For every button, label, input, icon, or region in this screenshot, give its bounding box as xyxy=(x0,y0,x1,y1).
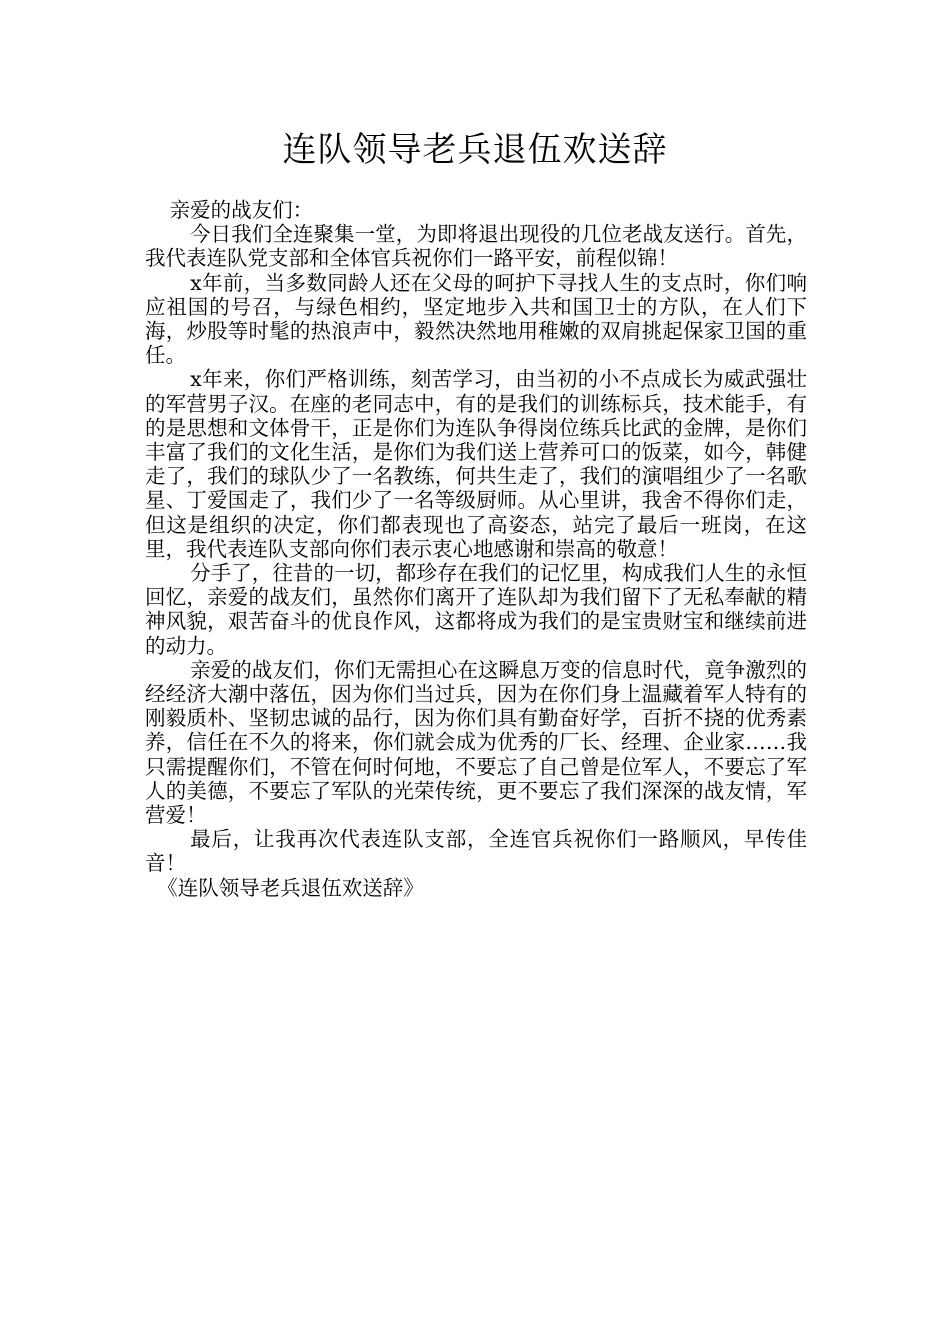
paragraph-memories: 分手了，往昔的一切，都珍存在我们的记忆里，构成我们人生的永恒回忆，亲爱的战友们，虽然你们离开了连队却为我们留下了无私奉献的精神风貌，艰苦奋斗的优良作风，这都将成为我们的是宝贵财宝和继续前进的动力。 xyxy=(145,561,807,658)
greeting-line: 亲爱的战友们： xyxy=(169,198,314,222)
paragraph-encouragement: 亲爱的战友们，你们无需担心在这瞬息万变的信息时代，竟争激烈的经经济大潮中落伍，因为你们当过兵，因为在你们身上温藏着军人特有的刚毅质朴、坚韧忠诚的品行，因为你们具有勤奋好学，百折不挠的优秀素养，信任在不久的将来，你们就会成为优秀的厂长、经理、企业家……我只需提醒你们，不管在何时何地，不要忘了自己曾是位军人，不要忘了军人的美德，不要忘了军队的光荣传统，更不要忘了我们深深的战友情，军营爱！ xyxy=(145,657,807,828)
paragraph-closing: 最后，让我再次代表连队支部，全连官兵祝你们一路顺风，早传佳音！ xyxy=(145,827,807,876)
paragraph-achievements: x年来，你们严格训练，刻苦学习，由当初的小不点成长为威武强壮的军营男子汉。在座的老同志中，有的是我们的训练标兵，技术能手，有的是思想和文体骨干，正是你们为连队争得岗位练兵比武的金牌，是你们丰富了我们的文化生活，是你们为我们送上营养可口的饭菜，如今，韩健走了，我们的球队少了一名教练，何共生走了，我们的演唱组少了一名歌星、丁爱国走了，我们少了一名等级厨师。从心里讲，我舍不得你们走，但这是组织的决定，你们都表现也了高姿态，站完了最后一班岗，在这里，我代表连队支部向你们表示衷心地感谢和崇高的敬意！ xyxy=(145,367,807,561)
document-body xyxy=(145,198,807,900)
paragraph-enlistment: x年前，当多数同龄人还在父母的呵护下寻找人生的支点时，你们响应祖国的号召，与绿色相约，坚定地步入共和国卫士的方队，在人们下海，炒股等时髦的热浪声中，毅然决然地用稚嫩的双肩挑起保家卫国的重任。 xyxy=(145,270,807,368)
footer-title-reference: 《连队领导老兵退伍欢送辞》 xyxy=(157,875,424,900)
document-title: 连队领导老兵退伍欢送辞 xyxy=(282,130,668,170)
paragraph-opening: 今日我们全连聚集一堂，为即将退出现役的几位老战友送行。首先，我代表连队党支部和全体官兵祝你们一路平安，前程似锦！ xyxy=(145,222,807,271)
